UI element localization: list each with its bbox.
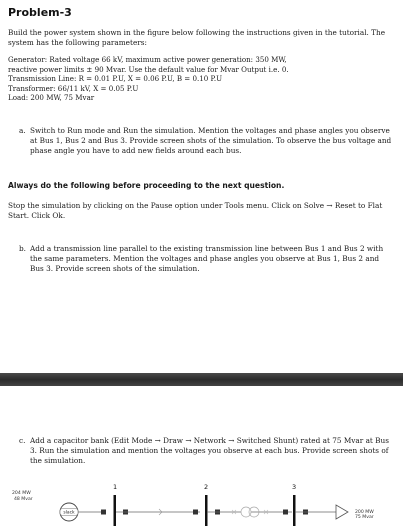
question-c — [19, 436, 392, 467]
bus-3-bar — [293, 495, 296, 526]
power-system-diagram — [0, 476, 403, 527]
bus-2-label: 2 — [204, 483, 209, 491]
gen-mw-label: 204 MW — [12, 491, 31, 496]
question-a — [19, 126, 392, 157]
parameter-list — [8, 55, 398, 103]
param-generator-line-2: reactive power limits ± 90 Mvar. Use the default value for Mvar Output i.e. 0. — [8, 64, 289, 74]
param-generator-line-1: Generator: Rated voltage 66 kV, maximum active power generation: 350 MW, — [8, 55, 287, 64]
question-b-label: b. — [19, 244, 26, 253]
bus-1-bar — [114, 495, 117, 526]
intro-paragraph — [8, 28, 394, 48]
gen-mvar-label: 48 Mvar — [14, 497, 33, 502]
question-c-label: c. — [19, 436, 26, 445]
question-a-label: a. — [19, 126, 26, 135]
bus-3-breaker-left — [283, 510, 288, 515]
bus-2-bar — [205, 495, 208, 526]
question-a-text: Switch to Run mode and Run the simulation. Mention the voltages and phase angles you observe at Bus 1, Bus 2 and Bus 3. Provide screen shots of the simulation. To observe the bus voltage and phase angle you have to add new fields around each bus. — [30, 126, 392, 156]
bus-2-breaker-left — [193, 510, 198, 515]
bus-1-breaker-left — [101, 510, 106, 515]
param-load: Load: 200 MW, 75 Mvar — [8, 93, 95, 103]
gen-symbol-text: slack — [63, 510, 75, 516]
load-arrow-icon — [336, 505, 348, 519]
load-mw-label: 200 MW — [355, 510, 374, 515]
stop-instruction-text: Stop the simulation by clicking on the Pause option under Tools menu. Click on Solve → Reset to Flat Start. Click Ok. — [8, 201, 383, 221]
bus-1-label: 1 — [113, 483, 118, 491]
stop-instruction — [8, 201, 392, 221]
param-transmission-line: Transmission Line: R = 0.01 P.U, X = 0.06 P.U, B = 0.10 P.U — [8, 74, 223, 84]
page-divider — [0, 373, 403, 386]
param-transformer: Transformer: 66/11 kV, X = 0.05 P.U — [8, 83, 139, 93]
intro-text: Build the power system shown in the figure below following the instructions given in the tutorial. The system has the following parameters: — [8, 28, 386, 48]
always-instruction: Always do the following before proceeding to the next question. — [8, 181, 285, 190]
question-b-text: Add a transmission line parallel to the existing transmission line between Bus 1 and Bus 2 with the same parameters. Mention the voltages and phase angles you observe at Bus 1, Bus 2 and Bus 3. Provide screen shots of the simulation. — [30, 244, 384, 274]
load-mvar-label: 75 Mvar — [355, 515, 374, 520]
question-c-text: Add a capacitor bank (Edit Mode → Draw → Network → Switched Shunt) rated at 75 Mvar at Bus 3. Run the simulation and mention the voltages you observe at each bus. Provide screen shots of the simulation. — [30, 436, 389, 466]
problem-title: Problem-3 — [8, 6, 72, 19]
question-b — [19, 244, 392, 275]
bus-3-label: 3 — [292, 483, 297, 491]
generator-symbol — [60, 503, 78, 521]
